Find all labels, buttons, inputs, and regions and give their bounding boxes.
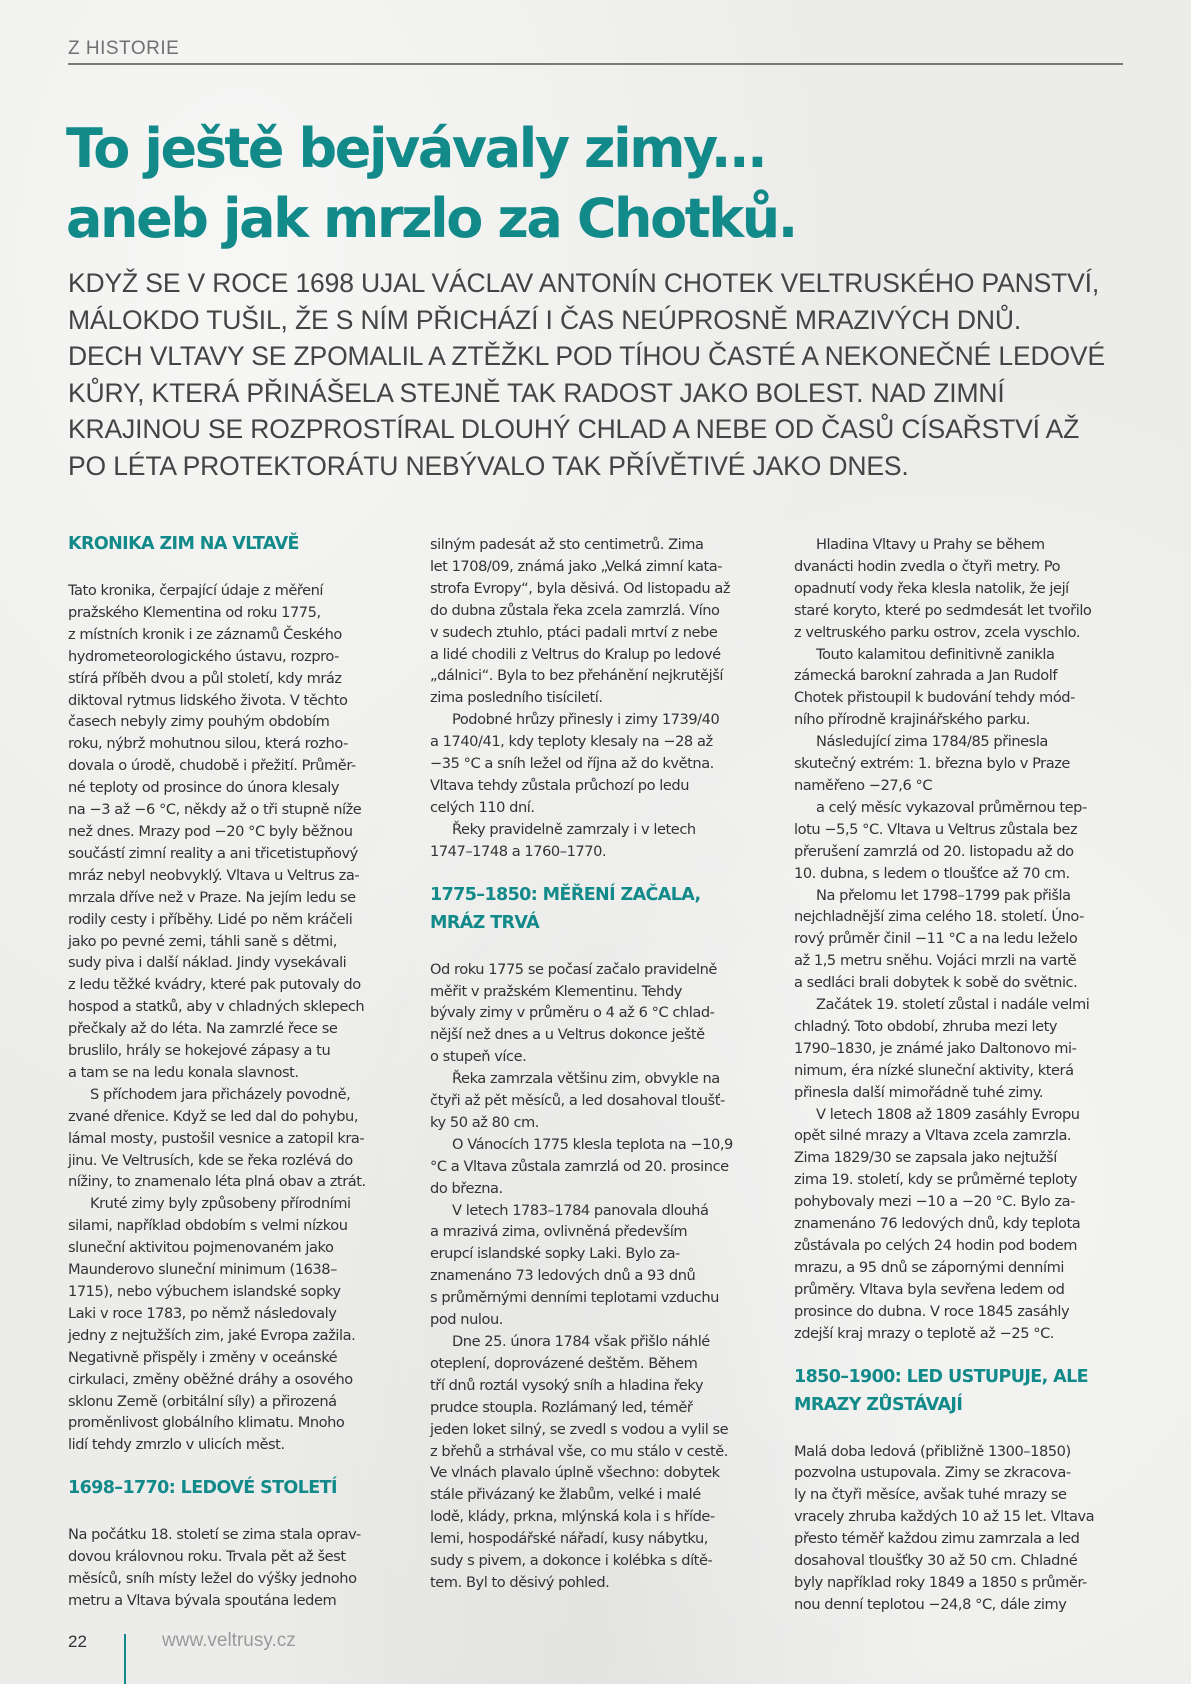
text-line: stále přivázaný ke žlabům, velké i malé: [430, 1486, 701, 1504]
text-line: lodě, klády, prkna, mlýnská kola i s hříde-: [430, 1508, 715, 1526]
footer-divider: [124, 1634, 126, 1684]
text-line: ního přírodně krajinářského parku.: [794, 711, 1030, 729]
text-line: průměry. Vltava byla sevřena ledem od: [794, 1280, 1065, 1298]
lead-line: DECH VLTAVY SE ZPOMALIL A ZTĚŽKL POD TÍHOU ČASTÉ A NEKONEČNÉ LEDOVÉ: [68, 341, 1105, 371]
text-line: a sedláci brali dobytek k sobě do světnic.: [794, 974, 1078, 992]
paragraph: [430, 709, 760, 819]
text-line: vracely zhruba každých 10 až 15 let. Vltava: [794, 1508, 1095, 1526]
text-line: rodily cesty i příběhy. Lidé po něm kráčeli: [68, 910, 353, 928]
headline-line: aneb jak mrzlo za Chotků.: [66, 187, 796, 250]
article-headline: [66, 114, 1126, 254]
text-line: Kruté zimy byly způsobeny přírodními: [90, 1195, 351, 1213]
paragraph: [430, 1068, 760, 1134]
text-line: proměnlivost globálního klimatu. Mnoho: [68, 1414, 345, 1432]
text-line: Začátek 19. století zůstal i nadále velmi: [816, 996, 1090, 1014]
text-line: zdejší kraj mrazy o teplotě až −25 °C.: [794, 1324, 1054, 1342]
text-line: přinesla další mimořádně tuhé zimy.: [794, 1083, 1044, 1101]
text-line: časech nebyly zimy pouhým obdobím: [68, 713, 330, 731]
lead-line: MÁLOKDO TUŠIL, ŽE S NÍM PŘICHÁZÍ I ČAS NEÚPROSNĚ MRAZIVÝCH DNŮ.: [68, 304, 1022, 335]
text-line: °C a Vltava zůstala zamrzlá od 20. prosince: [430, 1157, 729, 1175]
text-line: oteplení, doprovázené deštěm. Během: [430, 1354, 698, 1372]
text-line: jako po pevné zemi, táhli saně s dětmi,: [68, 932, 337, 950]
section-heading: 1775–1850: MĚŘENÍ ZAČALA, MRÁZ TRVÁ: [430, 884, 701, 933]
text-line: sluneční aktivitou pojmenovaném jako: [68, 1239, 334, 1257]
lead-line: KDYŽ SE V ROCE 1698 UJAL VÁCLAV ANTONÍN CHOTEK VELTRUSKÉHO PANSTVÍ,: [68, 268, 1100, 298]
text-line: stírá příběh dvou a půl století, kdy mráz: [68, 669, 342, 687]
text-line: sklonu Země (orbitální síly) a přirozená: [68, 1392, 337, 1410]
website-link[interactable]: www.veltrusy.cz: [162, 1630, 296, 1651]
text-line: nejchladnější zima celého 18. století. Úno-: [794, 908, 1084, 926]
text-line: V letech 1783–1784 panovala dlouhá: [452, 1201, 709, 1219]
text-line: Řeky pravidelně zamrzaly i v letech: [452, 820, 696, 838]
text-line: přerušení zamrzlá od 20. listopadu až do: [794, 842, 1074, 860]
text-line: sudy s pivem, a dokonce i kolébka s dítě-: [430, 1552, 713, 1570]
text-line: dovou královnou roku. Trvala pět až šest: [68, 1548, 346, 1566]
paragraph: [430, 819, 760, 863]
text-line: s průměrnými denními teplotami vzduchu: [430, 1289, 719, 1307]
text-line: prosince do dubna. V roce 1845 zasáhly: [794, 1302, 1070, 1320]
text-line: nější než dnes a u Veltrus dokonce ještě: [430, 1026, 705, 1044]
text-line: o stupeň více.: [430, 1048, 527, 1066]
text-line: a mrazivá zima, ovlivněná především: [430, 1223, 688, 1241]
text-line: byly například roky 1849 a 1850 s průměr-: [794, 1573, 1087, 1591]
text-line: 10. dubna, s ledem o tloušťce až 70 cm.: [794, 864, 1070, 882]
text-line: Podobné hrůzy přinesly i zimy 1739/40: [452, 711, 720, 729]
text-line: ly na čtyři měsíce, avšak tuhé mrazy se: [794, 1486, 1067, 1504]
text-line: skutečný extrém: 1. března bylo v Praze: [794, 755, 1070, 773]
text-line: zámecká barokní zahrada a Jan Rudolf: [794, 667, 1058, 685]
text-line: 1715), nebo výbuchem islandské sopky: [68, 1283, 341, 1300]
text-line: O Vánocích 1775 klesla teplota na −10,9: [452, 1135, 733, 1153]
paragraph: [68, 1524, 398, 1612]
text-line: zima 19. století, kdy se průměrné teploty: [794, 1171, 1078, 1189]
text-line: a 1740/41, kdy teploty klesaly na −28 až: [430, 733, 713, 751]
text-line: rový průměr činil −11 °C a na ledu leželo: [794, 930, 1078, 948]
text-line: hospod a statků, aby v chladných sklepech: [68, 998, 365, 1016]
text-line: mrazu, a 95 dnů se zápornými denními: [794, 1258, 1064, 1276]
page-number: 22: [68, 1632, 87, 1651]
text-line: Malá doba ledová (přibližně 1300–1850): [794, 1442, 1071, 1460]
paragraph: [68, 1193, 398, 1456]
text-line: dvanácti hodin zvedla o čtyři metry. Po: [794, 557, 1061, 575]
column-2: [430, 534, 760, 1594]
text-line: Od roku 1775 se počasí začalo pravidelně: [430, 960, 717, 978]
paragraph: [794, 534, 1124, 644]
column-3: [794, 534, 1124, 1616]
text-line: Chotek přistoupil k budování tehdy mód-: [794, 689, 1075, 707]
text-line: Zima 1829/30 se zapsala jako nejtužší: [794, 1149, 1057, 1167]
text-line: silným padesát až sto centimetrů. Zima: [430, 536, 704, 553]
text-line: Řeka zamrzala většinu zim, obvykle na: [452, 1070, 720, 1088]
text-line: diktoval rytmus lidského života. V těchto: [68, 691, 348, 709]
text-line: jinu. Ve Veltrusích, kde se řeka rozlévá do: [68, 1151, 353, 1169]
text-line: bývaly zimy v průměru o 4 až 6 °C chlad-: [430, 1004, 715, 1022]
text-line: lemi, hospodářské nářadí, kusy nábytku,: [430, 1530, 708, 1548]
text-line: celých 110 dní.: [430, 798, 535, 816]
text-line: nou denní teplotou −24,8 °C, dále zimy: [794, 1595, 1067, 1613]
paragraph: [794, 644, 1124, 732]
text-line: z břehů a strhával vše, co mu stálo v cestě.: [430, 1442, 728, 1460]
text-line: Touto kalamitou definitivně zanikla: [816, 645, 1055, 663]
text-line: opadnutí vody řeka klesla natolik, že její: [794, 579, 1069, 597]
text-line: bruslilo, hrály se hokejové zápasy a tu: [68, 1042, 331, 1060]
text-line: mrzala dříve než v Praze. Na jejím ledu se: [68, 888, 356, 906]
text-line: Ve vlnách plavalo úplně všechno: dobytek: [430, 1464, 720, 1482]
section-heading: KRONIKA ZIM NA VLTAVĚ: [68, 534, 299, 554]
text-line: erupcí islandské sopky Laki. Bylo za-: [430, 1245, 680, 1263]
text-line: ky 50 až 80 cm.: [430, 1113, 539, 1131]
text-line: 1790–1830, je známé jako Daltonovo mi-: [794, 1039, 1077, 1057]
paragraph: [430, 1331, 760, 1594]
text-line: přesto téměř každou zimu zamrzala a led: [794, 1530, 1080, 1548]
paragraph: [794, 731, 1124, 797]
text-line: Maunderovo sluneční minimum (1638–: [68, 1261, 337, 1279]
text-line: let 1708/09, známá jako „Velká zimní kata-: [430, 557, 723, 575]
text-line: a lidé chodili z Veltrus do Kralup po ledové: [430, 645, 721, 663]
article-lead: [68, 265, 1128, 484]
text-line: Na přelomu let 1798–1799 pak přišla: [816, 886, 1071, 904]
text-line: tří dnů roztál vysoký sníh a hladina řeky: [430, 1376, 704, 1394]
text-line: metru a Vltava bývala spoutána ledem: [68, 1591, 337, 1609]
text-line: lidí tehdy zmrzlo v ulicích měst.: [68, 1436, 285, 1454]
text-line: měsíců, sníh místy ležel do výšky jednoho: [68, 1570, 357, 1588]
text-line: V letech 1808 až 1809 zasáhly Evropu: [816, 1105, 1080, 1123]
text-line: zvané dřenice. Když se led dal do pohybu,: [68, 1107, 359, 1125]
text-line: sudy piva i další náklad. Jindy vysekávali: [68, 954, 347, 972]
text-line: roku, nýbrž mohutnou silou, která rozho-: [68, 735, 348, 753]
text-line: naměřeno −27,6 °C: [794, 776, 933, 794]
text-line: čtyři až pět měsíců, a led dosahoval tloušť-: [430, 1092, 725, 1110]
text-line: opět silné mrazy a Vltava zcela zamrzla.: [794, 1127, 1072, 1145]
paragraph: [794, 994, 1124, 1104]
paragraph: [68, 580, 398, 1084]
text-line: do dubna zůstala řeka zcela zamrzlá. Víno: [430, 601, 720, 619]
text-line: „dálnici“. Byla to bez přehánění nejkrutější: [430, 667, 724, 685]
text-line: Tato kronika, čerpající údaje z měření: [68, 582, 324, 599]
text-line: měřit v pražském Klementinu. Tehdy: [430, 982, 682, 1000]
text-line: až 1,5 metru sněhu. Vojáci mrzli na vartě: [794, 952, 1077, 970]
text-line: Negativně přispěly i změny v oceánské: [68, 1348, 338, 1366]
text-line: znamenáno 73 ledových dnů a 93 dnů: [430, 1267, 696, 1285]
text-line: Hladina Vltavy u Prahy se během: [816, 536, 1045, 553]
text-line: strofa Evropy“, byla děsivá. Od listopadu až: [430, 579, 731, 597]
text-line: tem. Byl to děsivý pohled.: [430, 1573, 610, 1591]
paragraph: [794, 1441, 1124, 1616]
paragraph: [430, 1134, 760, 1200]
text-line: než dnes. Mrazy pod −20 °C byly běžnou: [68, 822, 353, 840]
text-line: a tam se na ledu konala slavnost.: [68, 1063, 299, 1081]
text-line: přečkaly až do léta. Na zamrzlé řece se: [68, 1020, 338, 1038]
section-tag: Z HISTORIE: [68, 38, 180, 59]
text-line: jedny z nejtužších zim, jaké Evropa zažila.: [68, 1326, 356, 1344]
headline-line: To ještě bejvávaly zimy...: [66, 117, 766, 180]
text-line: pod nulou.: [430, 1311, 503, 1329]
lead-line: KŮRY, KTERÁ PŘINÁŠELA STEJNĚ TAK RADOST JAKO BOLEST. NAD ZIMNÍ: [68, 377, 1005, 408]
text-line: Dne 25. února 1784 však přišlo náhlé: [452, 1333, 710, 1350]
column-1: [68, 530, 398, 1612]
text-line: z ledu těžké kvádry, které pak putovaly do: [68, 976, 361, 994]
text-line: zůstávala po celých 24 hodin pod bodem: [794, 1237, 1078, 1254]
text-line: lámal mosty, pustošil vesnice a zatopil kra-: [68, 1129, 365, 1147]
text-line: 1747–1748 a 1760–1770.: [430, 842, 607, 860]
text-line: jeden loket silný, se zvedl s vodou a vylil se: [430, 1420, 729, 1438]
text-line: znamenáno 76 ledových dnů, kdy teplota: [794, 1215, 1081, 1233]
text-line: staré koryto, které po sedmdesát let tvořilo: [794, 601, 1092, 619]
section-heading: 1698–1770: LEDOVÉ STOLETÍ: [68, 1478, 337, 1499]
text-line: nimum, éra nízké sluneční aktivity, která: [794, 1061, 1074, 1079]
text-line: prudce stoupla. Rozlámaný led, téměř: [430, 1398, 693, 1416]
paragraph: [794, 885, 1124, 995]
text-line: pražského Klementina od roku 1775,: [68, 603, 321, 621]
text-line: hydrometeorologického ústavu, rozpro-: [68, 647, 339, 665]
text-line: dosahoval tloušťky 30 až 50 cm. Chladné: [794, 1552, 1078, 1570]
lead-line: KRAJINOU SE ROZPROSTÍRAL DLOUHÝ CHLAD A NEBE OD ČASŮ CÍSAŘSTVÍ AŽ: [68, 414, 1080, 444]
text-line: Následující zima 1784/85 přinesla: [816, 733, 1048, 751]
text-line: součástí zimní reality a ani třicetistupňový: [68, 844, 358, 862]
paragraph: [794, 1104, 1124, 1345]
text-line: −35 °C a sníh ležel od října až do května.: [430, 755, 714, 773]
text-line: né teploty od prosince do února klesaly: [68, 779, 340, 797]
text-line: z místních kronik i ze záznamů Českého: [68, 625, 342, 643]
text-line: Vltava tehdy zůstala průchozí po ledu: [430, 776, 690, 794]
text-line: lotu −5,5 °C. Vltava u Veltrus zůstala bez: [794, 820, 1078, 838]
text-line: do března.: [430, 1179, 503, 1197]
text-line: cirkulaci, změny oběžné dráhy a osového: [68, 1370, 353, 1388]
text-line: Na počátku 18. století se zima stala oprav-: [68, 1526, 361, 1544]
text-line: v sudech ztuhlo, ptáci padali mrtví z nebe: [430, 623, 718, 641]
text-line: mráz nebyl neobvyklý. Vltava u Veltrus za-: [68, 866, 360, 884]
section-heading: 1850–1900: LED USTUPUJE, ALE MRAZY ZŮSTÁVAJÍ: [794, 1366, 1089, 1415]
text-line: zima posledního tisíciletí.: [430, 689, 603, 707]
text-line: z veltruského parku ostrov, zcela vyschlo.: [794, 623, 1081, 641]
text-line: pohybovaly mezi −10 a −20 °C. Bylo za-: [794, 1193, 1075, 1211]
paragraph: [430, 534, 760, 709]
paragraph: [430, 1200, 760, 1331]
text-line: na −3 až −6 °C, někdy až o tři stupně níže: [68, 801, 362, 819]
paragraph: [794, 797, 1124, 885]
text-line: silami, například obdobím s velmi nízkou: [68, 1217, 348, 1235]
text-line: S příchodem jara přicházely povodně,: [90, 1085, 351, 1103]
paragraph: [430, 959, 760, 1069]
text-line: Laki v roce 1783, po němž následovaly: [68, 1304, 337, 1322]
text-line: a celý měsíc vykazoval průměrnou tep-: [816, 798, 1087, 816]
lead-line: PO LÉTA PROTEKTORÁTU NEBÝVALO TAK PŘÍVĚTIVÉ JAKO DNES.: [68, 450, 909, 481]
text-line: chladný. Toto období, zhruba mezi lety: [794, 1017, 1058, 1035]
text-line: dovala o úrodě, chudobě i přežití. Průměr-: [68, 757, 356, 775]
top-divider: [68, 63, 1123, 65]
paragraph: [68, 1084, 398, 1194]
text-line: nížiny, to znamenalo léta plná obav a ztrát.: [68, 1173, 366, 1191]
text-line: pozvolna ustupovala. Zimy se zkracova-: [794, 1464, 1071, 1482]
